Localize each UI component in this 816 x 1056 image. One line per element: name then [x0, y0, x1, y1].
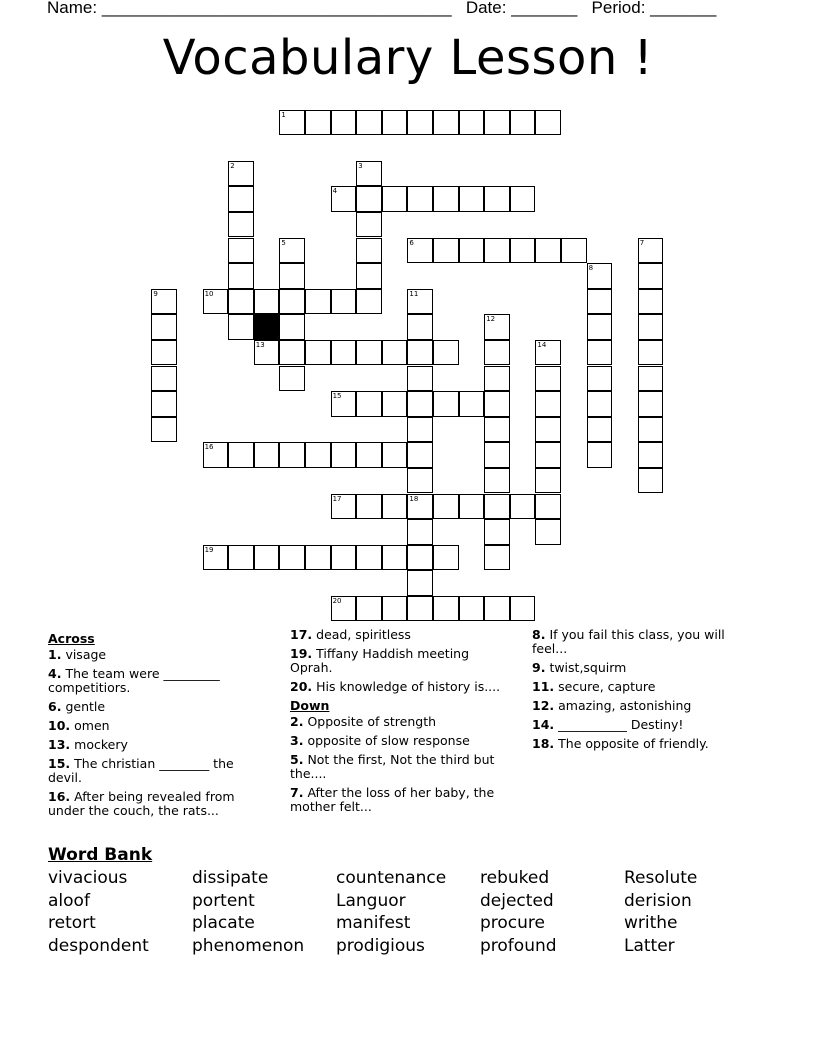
clue-number: 12	[486, 315, 496, 324]
crossword-cell[interactable]	[561, 238, 587, 264]
crossword-cell[interactable]	[433, 238, 459, 264]
crossword-cell[interactable]	[459, 186, 485, 212]
crossword-cell[interactable]	[151, 314, 177, 340]
crossword-cell[interactable]	[407, 596, 433, 622]
word-bank-word: aloof	[48, 890, 90, 911]
crossword-cell[interactable]	[356, 596, 382, 622]
word-bank-word: rebuked	[480, 868, 550, 888]
crossword-cell[interactable]	[535, 417, 561, 443]
crossword-cell[interactable]	[331, 442, 357, 468]
clue-number: 15	[332, 392, 342, 401]
word-bank-word: portent	[192, 890, 255, 911]
crossword-cell[interactable]	[535, 468, 561, 494]
crossword-cell[interactable]	[407, 289, 433, 315]
crossword-cell[interactable]	[484, 494, 510, 520]
word-bank-word: phenomenon	[192, 935, 305, 956]
crossword-cell[interactable]	[510, 596, 536, 622]
crossword-cell[interactable]	[638, 263, 664, 289]
crossword-cell[interactable]	[279, 314, 305, 340]
crossword-cell[interactable]	[433, 391, 459, 417]
crossword-cell[interactable]	[407, 442, 433, 468]
crossword-cell[interactable]	[638, 238, 664, 264]
word-bank-word: dissipate	[192, 868, 269, 888]
crossword-cell[interactable]	[535, 442, 561, 468]
crossword-cell[interactable]	[382, 340, 408, 366]
crossword-cell[interactable]	[331, 289, 357, 315]
crossword-cell[interactable]	[535, 238, 561, 264]
clue-number: 16	[204, 443, 214, 452]
black-square	[254, 314, 280, 340]
crossword-cell[interactable]	[638, 289, 664, 315]
crossword-cell[interactable]	[407, 468, 433, 494]
clue-number: 20	[332, 596, 342, 605]
clue-number: 10	[204, 289, 214, 298]
crossword-cell[interactable]	[587, 366, 613, 392]
crossword-cell[interactable]	[305, 289, 331, 315]
crossword-cell[interactable]	[587, 289, 613, 315]
clue-across-1: 1. visage	[48, 647, 107, 662]
word-bank-word: derision	[624, 890, 692, 911]
clue-down-7: 7. After the loss of her baby, the mother felt...	[290, 785, 495, 814]
crossword-cell[interactable]	[484, 442, 510, 468]
word-bank-word: manifest	[336, 913, 411, 934]
crossword-cell[interactable]	[331, 340, 357, 366]
crossword-cell[interactable]	[228, 289, 254, 315]
word-bank-word: prodigious	[336, 935, 425, 956]
crossword-cell[interactable]	[305, 340, 331, 366]
crossword-cell[interactable]	[356, 110, 382, 136]
clue-number: 17	[332, 494, 342, 503]
crossword-cell[interactable]	[331, 596, 357, 622]
crossword-cell[interactable]	[254, 340, 280, 366]
clue-across-13: 13. mockery	[48, 737, 128, 752]
clue-number: 4	[332, 187, 338, 196]
crossword-cell[interactable]	[356, 340, 382, 366]
crossword-cell[interactable]	[279, 110, 305, 136]
crossword-cell[interactable]	[484, 468, 510, 494]
crossword-cell[interactable]	[356, 289, 382, 315]
crossword-cell[interactable]	[587, 417, 613, 443]
crossword-cell[interactable]	[356, 263, 382, 289]
crossword-cell[interactable]	[510, 494, 536, 520]
word-bank-word: Latter	[624, 935, 675, 956]
crossword-cell[interactable]	[279, 263, 305, 289]
crossword-cell[interactable]	[279, 238, 305, 264]
crossword-cell[interactable]	[382, 110, 408, 136]
clue-number: 14	[537, 340, 547, 349]
crossword-cell[interactable]	[407, 186, 433, 212]
crossword-cell[interactable]	[638, 366, 664, 392]
crossword-cell[interactable]	[638, 417, 664, 443]
crossword-cell[interactable]	[433, 545, 459, 571]
crossword-cell[interactable]	[484, 314, 510, 340]
crossword-cell[interactable]	[484, 391, 510, 417]
crossword-cell[interactable]	[356, 212, 382, 238]
crossword-cell[interactable]	[305, 110, 331, 136]
crossword-cell[interactable]	[254, 442, 280, 468]
crossword-cell[interactable]	[407, 391, 433, 417]
clue-down-11: 11. secure, capture	[532, 679, 656, 694]
clue-across-15: 15. The christian ________ the devil.	[48, 756, 234, 785]
crossword-cell[interactable]	[510, 110, 536, 136]
crossword-cell[interactable]	[459, 494, 485, 520]
clue-number: 5	[281, 238, 286, 247]
clue-number: 11	[409, 289, 419, 298]
crossword-cell[interactable]	[331, 545, 357, 571]
crossword-cell[interactable]	[305, 442, 331, 468]
crossword-cell[interactable]	[382, 545, 408, 571]
period-label: Period:	[591, 0, 646, 17]
crossword-cell[interactable]	[407, 238, 433, 264]
crossword-cell[interactable]	[510, 238, 536, 264]
crossword-cell[interactable]	[407, 545, 433, 571]
crossword-cell[interactable]	[433, 494, 459, 520]
crossword-cell[interactable]	[484, 186, 510, 212]
crossword-cell[interactable]	[254, 545, 280, 571]
clue-number: 3	[358, 161, 363, 170]
clue-number: 7	[639, 238, 645, 247]
crossword-cell[interactable]	[587, 391, 613, 417]
clue-number: 13	[255, 340, 265, 349]
crossword-cell[interactable]	[484, 340, 510, 366]
crossword-cell[interactable]	[484, 519, 510, 545]
crossword-cell[interactable]	[151, 417, 177, 443]
crossword-cell[interactable]	[638, 442, 664, 468]
clue-number: 19	[204, 545, 214, 554]
crossword-cell[interactable]	[407, 366, 433, 392]
word-bank-word: retort	[48, 913, 96, 934]
crossword-cell[interactable]	[151, 340, 177, 366]
crossword-cell[interactable]	[356, 161, 382, 187]
crossword-cell[interactable]	[305, 545, 331, 571]
crossword-cell[interactable]	[638, 468, 664, 494]
crossword-cell[interactable]	[484, 366, 510, 392]
crossword-cell[interactable]	[535, 494, 561, 520]
word-bank-word: dejected	[480, 890, 554, 911]
crossword-cell[interactable]	[638, 391, 664, 417]
crossword-cell[interactable]	[407, 494, 433, 520]
crossword-cell[interactable]	[356, 238, 382, 264]
crossword-cell[interactable]	[484, 545, 510, 571]
name-blank[interactable]: _____________________________________	[101, 0, 452, 17]
clue-down-8: 8. If you fail this class, you will feel...	[532, 627, 725, 656]
clue-down-2: 2. Opposite of strength	[290, 714, 437, 729]
crossword-cell[interactable]	[331, 110, 357, 136]
crossword-cell[interactable]	[433, 596, 459, 622]
crossword-cell[interactable]	[279, 340, 305, 366]
crossword-cell[interactable]	[331, 186, 357, 212]
crossword-cell[interactable]	[203, 442, 229, 468]
clues-column-3	[532, 628, 752, 756]
crossword-cell[interactable]	[228, 263, 254, 289]
clue-number: 9	[153, 289, 158, 298]
crossword-cell[interactable]	[587, 340, 613, 366]
crossword-cell[interactable]	[331, 494, 357, 520]
page-title: Vocabulary Lesson !	[162, 30, 654, 86]
crossword-cell[interactable]	[587, 263, 613, 289]
crossword-cell[interactable]	[382, 391, 408, 417]
crossword-cell[interactable]	[484, 417, 510, 443]
crossword-cell[interactable]	[382, 494, 408, 520]
clue-number: 1	[281, 110, 286, 119]
crossword-cell[interactable]	[407, 417, 433, 443]
clue-number: 2	[230, 161, 235, 170]
crossword-cell[interactable]	[407, 110, 433, 136]
crossword-cell[interactable]	[279, 545, 305, 571]
crossword-cell[interactable]	[279, 289, 305, 315]
crossword-cell[interactable]	[407, 519, 433, 545]
crossword-cell[interactable]	[382, 186, 408, 212]
crossword-cell[interactable]	[279, 442, 305, 468]
crossword-cell[interactable]	[484, 596, 510, 622]
crossword-cell[interactable]	[228, 161, 254, 187]
clue-number: 18	[409, 494, 419, 503]
crossword-cell[interactable]	[356, 442, 382, 468]
crossword-cell[interactable]	[535, 391, 561, 417]
crossword-cell[interactable]	[638, 314, 664, 340]
clue-down-9: 9. twist,squirm	[532, 660, 627, 675]
clue-down-14: 14. ___________ Destiny!	[532, 717, 684, 732]
crossword-cell[interactable]	[228, 442, 254, 468]
crossword-cell[interactable]	[203, 289, 229, 315]
crossword-cell[interactable]	[331, 391, 357, 417]
date-label: Date:	[465, 0, 507, 17]
crossword-cell[interactable]	[228, 238, 254, 264]
crossword-cell[interactable]	[407, 340, 433, 366]
word-bank-word: writhe	[624, 913, 678, 934]
clue-across-4: 4. The team were _________ competitiors.	[48, 666, 220, 695]
word-bank-title: Word Bank	[48, 845, 153, 865]
crossword-cell[interactable]	[510, 186, 536, 212]
crossword-cell[interactable]	[382, 442, 408, 468]
crossword-cell[interactable]	[433, 186, 459, 212]
crossword-cell[interactable]	[484, 110, 510, 136]
crossword-cell[interactable]	[535, 340, 561, 366]
clue-down-18: 18. The opposite of friendly.	[532, 736, 709, 751]
period-blank[interactable]: _______	[650, 0, 717, 17]
crossword-cell[interactable]	[356, 545, 382, 571]
crossword-cell[interactable]	[407, 314, 433, 340]
word-bank-word: countenance	[336, 868, 447, 888]
clues-column-2	[290, 628, 510, 819]
crossword-cell[interactable]	[228, 314, 254, 340]
clue-across-16: 16. After being revealed from under the couch, the rats...	[48, 789, 235, 818]
clue-number: 8	[588, 264, 594, 273]
clues-column-1	[48, 628, 268, 823]
word-bank-word: vivacious	[48, 868, 128, 888]
crossword-cell[interactable]	[203, 545, 229, 571]
crossword-cell[interactable]	[587, 442, 613, 468]
crossword-cell[interactable]	[459, 596, 485, 622]
word-bank-word: placate	[192, 913, 255, 934]
crossword-cell[interactable]	[459, 238, 485, 264]
crossword-cell[interactable]	[254, 289, 280, 315]
clue-down-5: 5. Not the first, Not the third but the....	[290, 752, 495, 781]
crossword-cell[interactable]	[151, 289, 177, 315]
crossword-cell[interactable]	[228, 212, 254, 238]
crossword-cell[interactable]	[433, 340, 459, 366]
clue-across-6: 6. gentle	[48, 699, 106, 714]
crossword-cell[interactable]	[638, 340, 664, 366]
clue-down-12: 12. amazing, astonishing	[532, 698, 692, 713]
clue-across-20: 20. His knowledge of history is....	[290, 679, 501, 694]
crossword-cell[interactable]	[228, 545, 254, 571]
clue-across-17: 17. dead, spiritless	[290, 627, 411, 642]
clue-across-19: 19. Tiffany Haddish meeting Oprah.	[290, 646, 470, 675]
crossword-cell[interactable]	[356, 494, 382, 520]
crossword-cell[interactable]	[459, 391, 485, 417]
across-heading: Across	[48, 631, 95, 646]
word-bank-word: despondent	[48, 935, 149, 956]
crossword-cell[interactable]	[535, 366, 561, 392]
crossword-cell[interactable]	[484, 238, 510, 264]
down-heading: Down	[290, 698, 330, 713]
word-bank-word: procure	[480, 913, 546, 934]
word-bank-word: Resolute	[624, 868, 698, 888]
crossword-cell[interactable]	[356, 391, 382, 417]
crossword-cell[interactable]	[279, 366, 305, 392]
date-blank[interactable]: _______	[511, 0, 578, 17]
crossword-cell[interactable]	[587, 314, 613, 340]
word-bank-word: Languor	[336, 890, 406, 911]
crossword-cell[interactable]	[356, 186, 382, 212]
crossword-cell[interactable]	[407, 570, 433, 596]
crossword-cell[interactable]	[535, 110, 561, 136]
crossword-cell[interactable]	[459, 110, 485, 136]
clue-across-10: 10. omen	[48, 718, 110, 733]
word-bank	[48, 867, 768, 957]
crossword-cell[interactable]	[151, 391, 177, 417]
crossword-cell[interactable]	[535, 519, 561, 545]
crossword-cell[interactable]	[151, 366, 177, 392]
name-label: Name:	[47, 0, 98, 17]
clue-down-3: 3. opposite of slow response	[290, 733, 470, 748]
crossword-cell[interactable]	[433, 110, 459, 136]
word-bank-word: profound	[480, 935, 557, 956]
crossword-cell[interactable]	[382, 596, 408, 622]
clue-number: 6	[409, 238, 414, 247]
crossword-cell[interactable]	[228, 186, 254, 212]
